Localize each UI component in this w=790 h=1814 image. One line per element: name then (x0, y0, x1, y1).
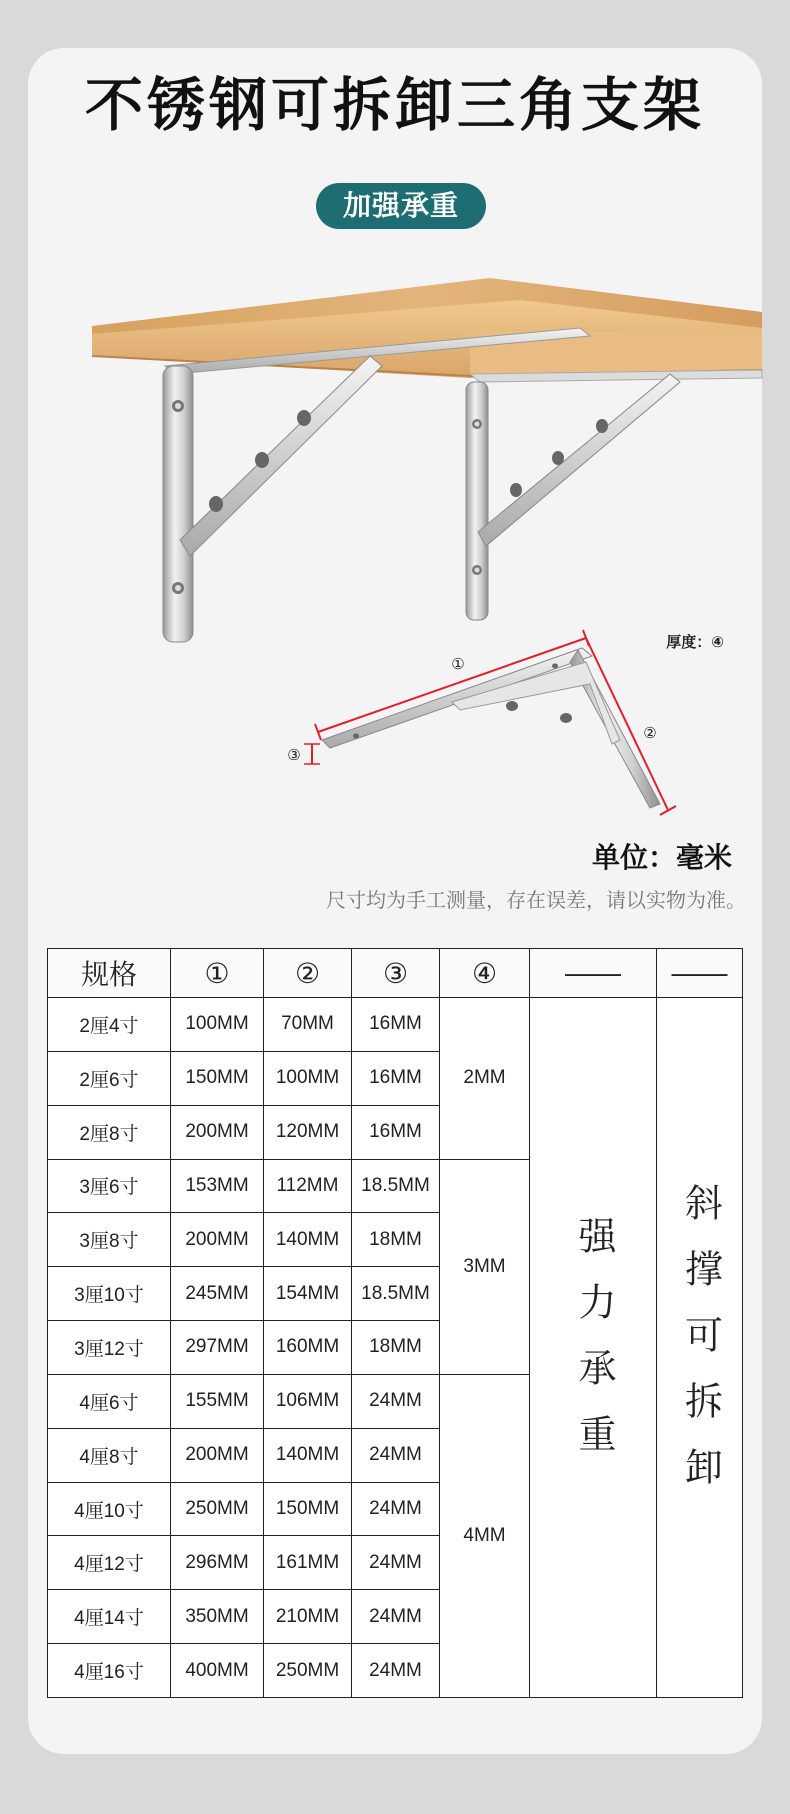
thickness-label: 厚度：④ (666, 634, 724, 651)
header-feature-2: —— (657, 949, 743, 998)
cell-spec: 4厘14寸 (48, 1590, 171, 1644)
cell-spec: 4厘16寸 (48, 1644, 171, 1698)
cell-height: 140MM (264, 1428, 352, 1482)
feature-1-text: 强力承重 (572, 1215, 614, 1480)
cell-length: 400MM (171, 1644, 264, 1698)
cell-length: 245MM (171, 1267, 264, 1321)
cell-feature-1 (530, 998, 657, 1698)
page-title: 不锈钢可拆卸三角支架 (84, 73, 705, 138)
cell-spec: 2厘8寸 (48, 1105, 171, 1159)
cell-height: 160MM (264, 1321, 352, 1375)
cell-spec: 4厘10寸 (48, 1482, 171, 1536)
header-thickness: ④ (440, 949, 530, 998)
cell-height: 150MM (264, 1482, 352, 1536)
cell-length: 250MM (171, 1482, 264, 1536)
cell-height: 154MM (264, 1267, 352, 1321)
cell-width: 24MM (352, 1644, 440, 1698)
cell-length: 200MM (171, 1428, 264, 1482)
feature-badge: 加强承重 (316, 183, 486, 229)
header-width: ③ (352, 949, 440, 998)
cell-spec: 3厘12寸 (48, 1321, 171, 1375)
marker-1: ① (451, 656, 465, 673)
cell-spec: 3厘8寸 (48, 1213, 171, 1267)
cell-feature-2 (657, 998, 743, 1698)
dimension-diagram (287, 630, 724, 815)
table-row (48, 998, 743, 1052)
cell-length: 350MM (171, 1590, 264, 1644)
header-length: ① (171, 949, 264, 998)
unit-label: 单位：毫米 (591, 842, 732, 873)
cell-spec: 4厘8寸 (48, 1428, 171, 1482)
cell-width: 16MM (352, 1051, 440, 1105)
cell-spec: 4厘6寸 (48, 1374, 171, 1428)
header-spec: 规格 (48, 949, 171, 998)
cell-length: 100MM (171, 998, 264, 1052)
cell-width: 24MM (352, 1482, 440, 1536)
cell-thickness: 4MM (440, 1374, 530, 1697)
cell-spec: 3厘6寸 (48, 1159, 171, 1213)
cell-length: 200MM (171, 1213, 264, 1267)
cell-width: 16MM (352, 1105, 440, 1159)
header-height: ② (264, 949, 352, 998)
cell-length: 155MM (171, 1374, 264, 1428)
cell-width: 24MM (352, 1590, 440, 1644)
bracket-right (466, 374, 680, 620)
marker-3: ③ (287, 747, 301, 764)
cell-width: 16MM (352, 998, 440, 1052)
cell-height: 140MM (264, 1213, 352, 1267)
cell-spec: 4厘12寸 (48, 1536, 171, 1590)
cell-height: 100MM (264, 1051, 352, 1105)
cell-width: 24MM (352, 1374, 440, 1428)
cell-width: 24MM (352, 1428, 440, 1482)
cell-spec: 2厘4寸 (48, 998, 171, 1052)
bracket-left (163, 356, 382, 642)
cell-spec: 3厘10寸 (48, 1267, 171, 1321)
cell-length: 150MM (171, 1051, 264, 1105)
cell-length: 297MM (171, 1321, 264, 1375)
cell-height: 161MM (264, 1536, 352, 1590)
header-feature-1: —— (530, 949, 657, 998)
cell-spec: 2厘6寸 (48, 1051, 171, 1105)
cell-width: 18.5MM (352, 1159, 440, 1213)
cell-length: 200MM (171, 1105, 264, 1159)
cell-length: 296MM (171, 1536, 264, 1590)
feature-2-text: 斜撑可拆卸 (678, 1182, 721, 1513)
cell-height: 250MM (264, 1644, 352, 1698)
cell-height: 106MM (264, 1374, 352, 1428)
cell-height: 210MM (264, 1590, 352, 1644)
spec-table (47, 948, 743, 1698)
table-header-row (48, 949, 743, 998)
cell-width: 18.5MM (352, 1267, 440, 1321)
measurement-note: 尺寸均为手工测量，存在误差，请以实物为准。 (326, 890, 746, 912)
cell-height: 120MM (264, 1105, 352, 1159)
cell-height: 112MM (264, 1159, 352, 1213)
marker-2: ② (643, 725, 657, 742)
product-illustration (0, 270, 790, 830)
cell-width: 18MM (352, 1321, 440, 1375)
cell-thickness: 2MM (440, 998, 530, 1160)
cell-width: 18MM (352, 1213, 440, 1267)
cell-width: 24MM (352, 1536, 440, 1590)
cell-thickness: 3MM (440, 1159, 530, 1374)
cell-height: 70MM (264, 998, 352, 1052)
cell-length: 153MM (171, 1159, 264, 1213)
